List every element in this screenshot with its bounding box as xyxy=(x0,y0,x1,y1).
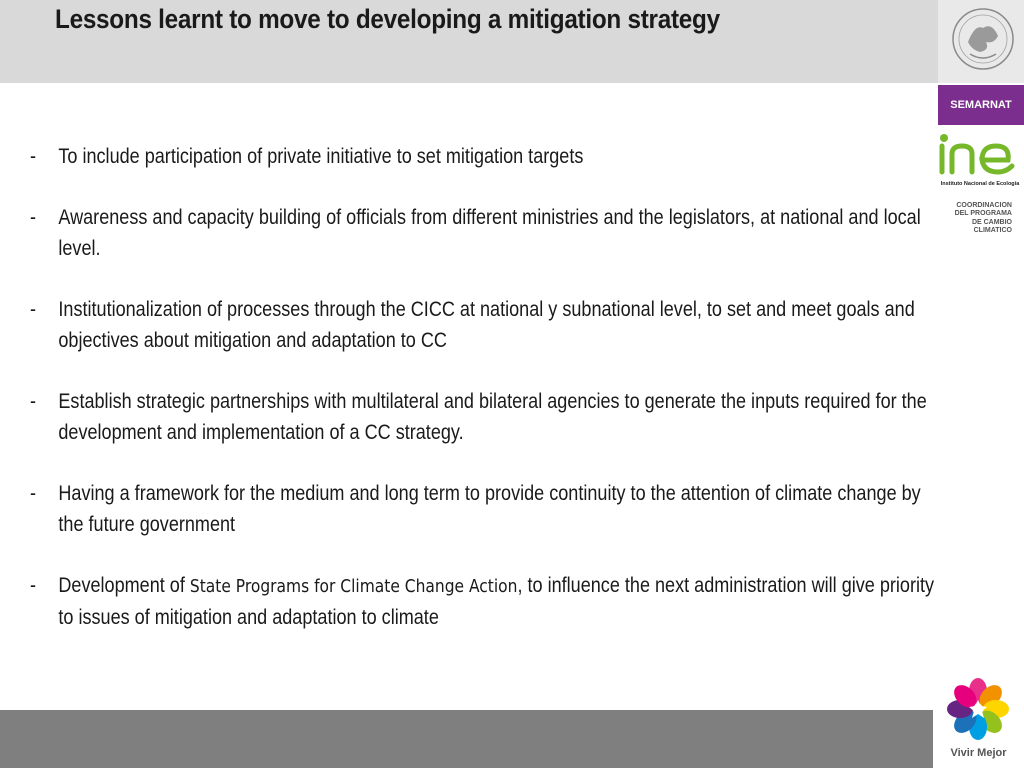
ine-caption: Instituto Nacional de Ecología xyxy=(940,181,1020,187)
bullet-text: Establish strategic partnerships with multilateral and bilateral agencies to generate the inputs required for the development and implementation of a CC strategy. xyxy=(58,390,927,444)
mexican-national-seal-icon xyxy=(950,2,1016,76)
semarnat-logo: SEMARNAT xyxy=(938,85,1024,125)
bullet-dash: - xyxy=(30,390,37,413)
bullet-text: To include participation of private initiative to set mitigation targets xyxy=(58,145,584,168)
bullet-dash: - xyxy=(30,206,37,229)
bullet-item xyxy=(30,294,936,356)
vivir-mejor-label: Vivir Mejor xyxy=(950,747,1007,759)
bullet-item xyxy=(30,570,936,633)
bullet-text-suffix: , to influence the next administration will give priority to issues of mitigation and adaptation to climate xyxy=(58,574,935,629)
slide-title: Lessons learnt to move to developing a mitigation strategy xyxy=(55,4,720,34)
bullet-item xyxy=(30,202,936,264)
bullet-list xyxy=(30,141,935,663)
coordinacion-line: COORDINACION xyxy=(956,202,1012,209)
bullet-text-prefix: Development of xyxy=(58,574,190,597)
bullet-dash: - xyxy=(30,145,37,168)
bullet-dash: - xyxy=(30,298,37,321)
bullet-text: Having a framework for the medium and long term to provide continuity to the attention of climate change by the future government xyxy=(58,482,921,536)
bullet-item xyxy=(30,141,936,172)
ine-logo-icon xyxy=(936,132,1024,180)
bullet-dash: - xyxy=(30,482,37,505)
coordinacion-line: DE CAMBIO xyxy=(971,218,1012,226)
coordinacion-line: DEL PROGRAMA xyxy=(954,210,1012,218)
coordinacion-label xyxy=(940,202,1012,236)
bullet-text-emphasis: State Programs for Climate Change Action xyxy=(189,576,518,597)
bullet-text: Awareness and capacity building of officials from different ministries and the legislators, at national and local level. xyxy=(58,206,921,260)
bullet-dash: - xyxy=(30,574,37,597)
bullet-text: Institutionalization of processes through the CICC at national y subnational level, to set and meet goals and objectives about mitigation and adaptation to CC xyxy=(58,298,915,352)
vivir-mejor-flower-icon xyxy=(945,676,1011,742)
bullet-item xyxy=(30,478,936,540)
footer-band xyxy=(0,710,933,768)
bullet-item xyxy=(30,386,936,448)
coordinacion-line: CLIMATICO xyxy=(973,227,1012,235)
